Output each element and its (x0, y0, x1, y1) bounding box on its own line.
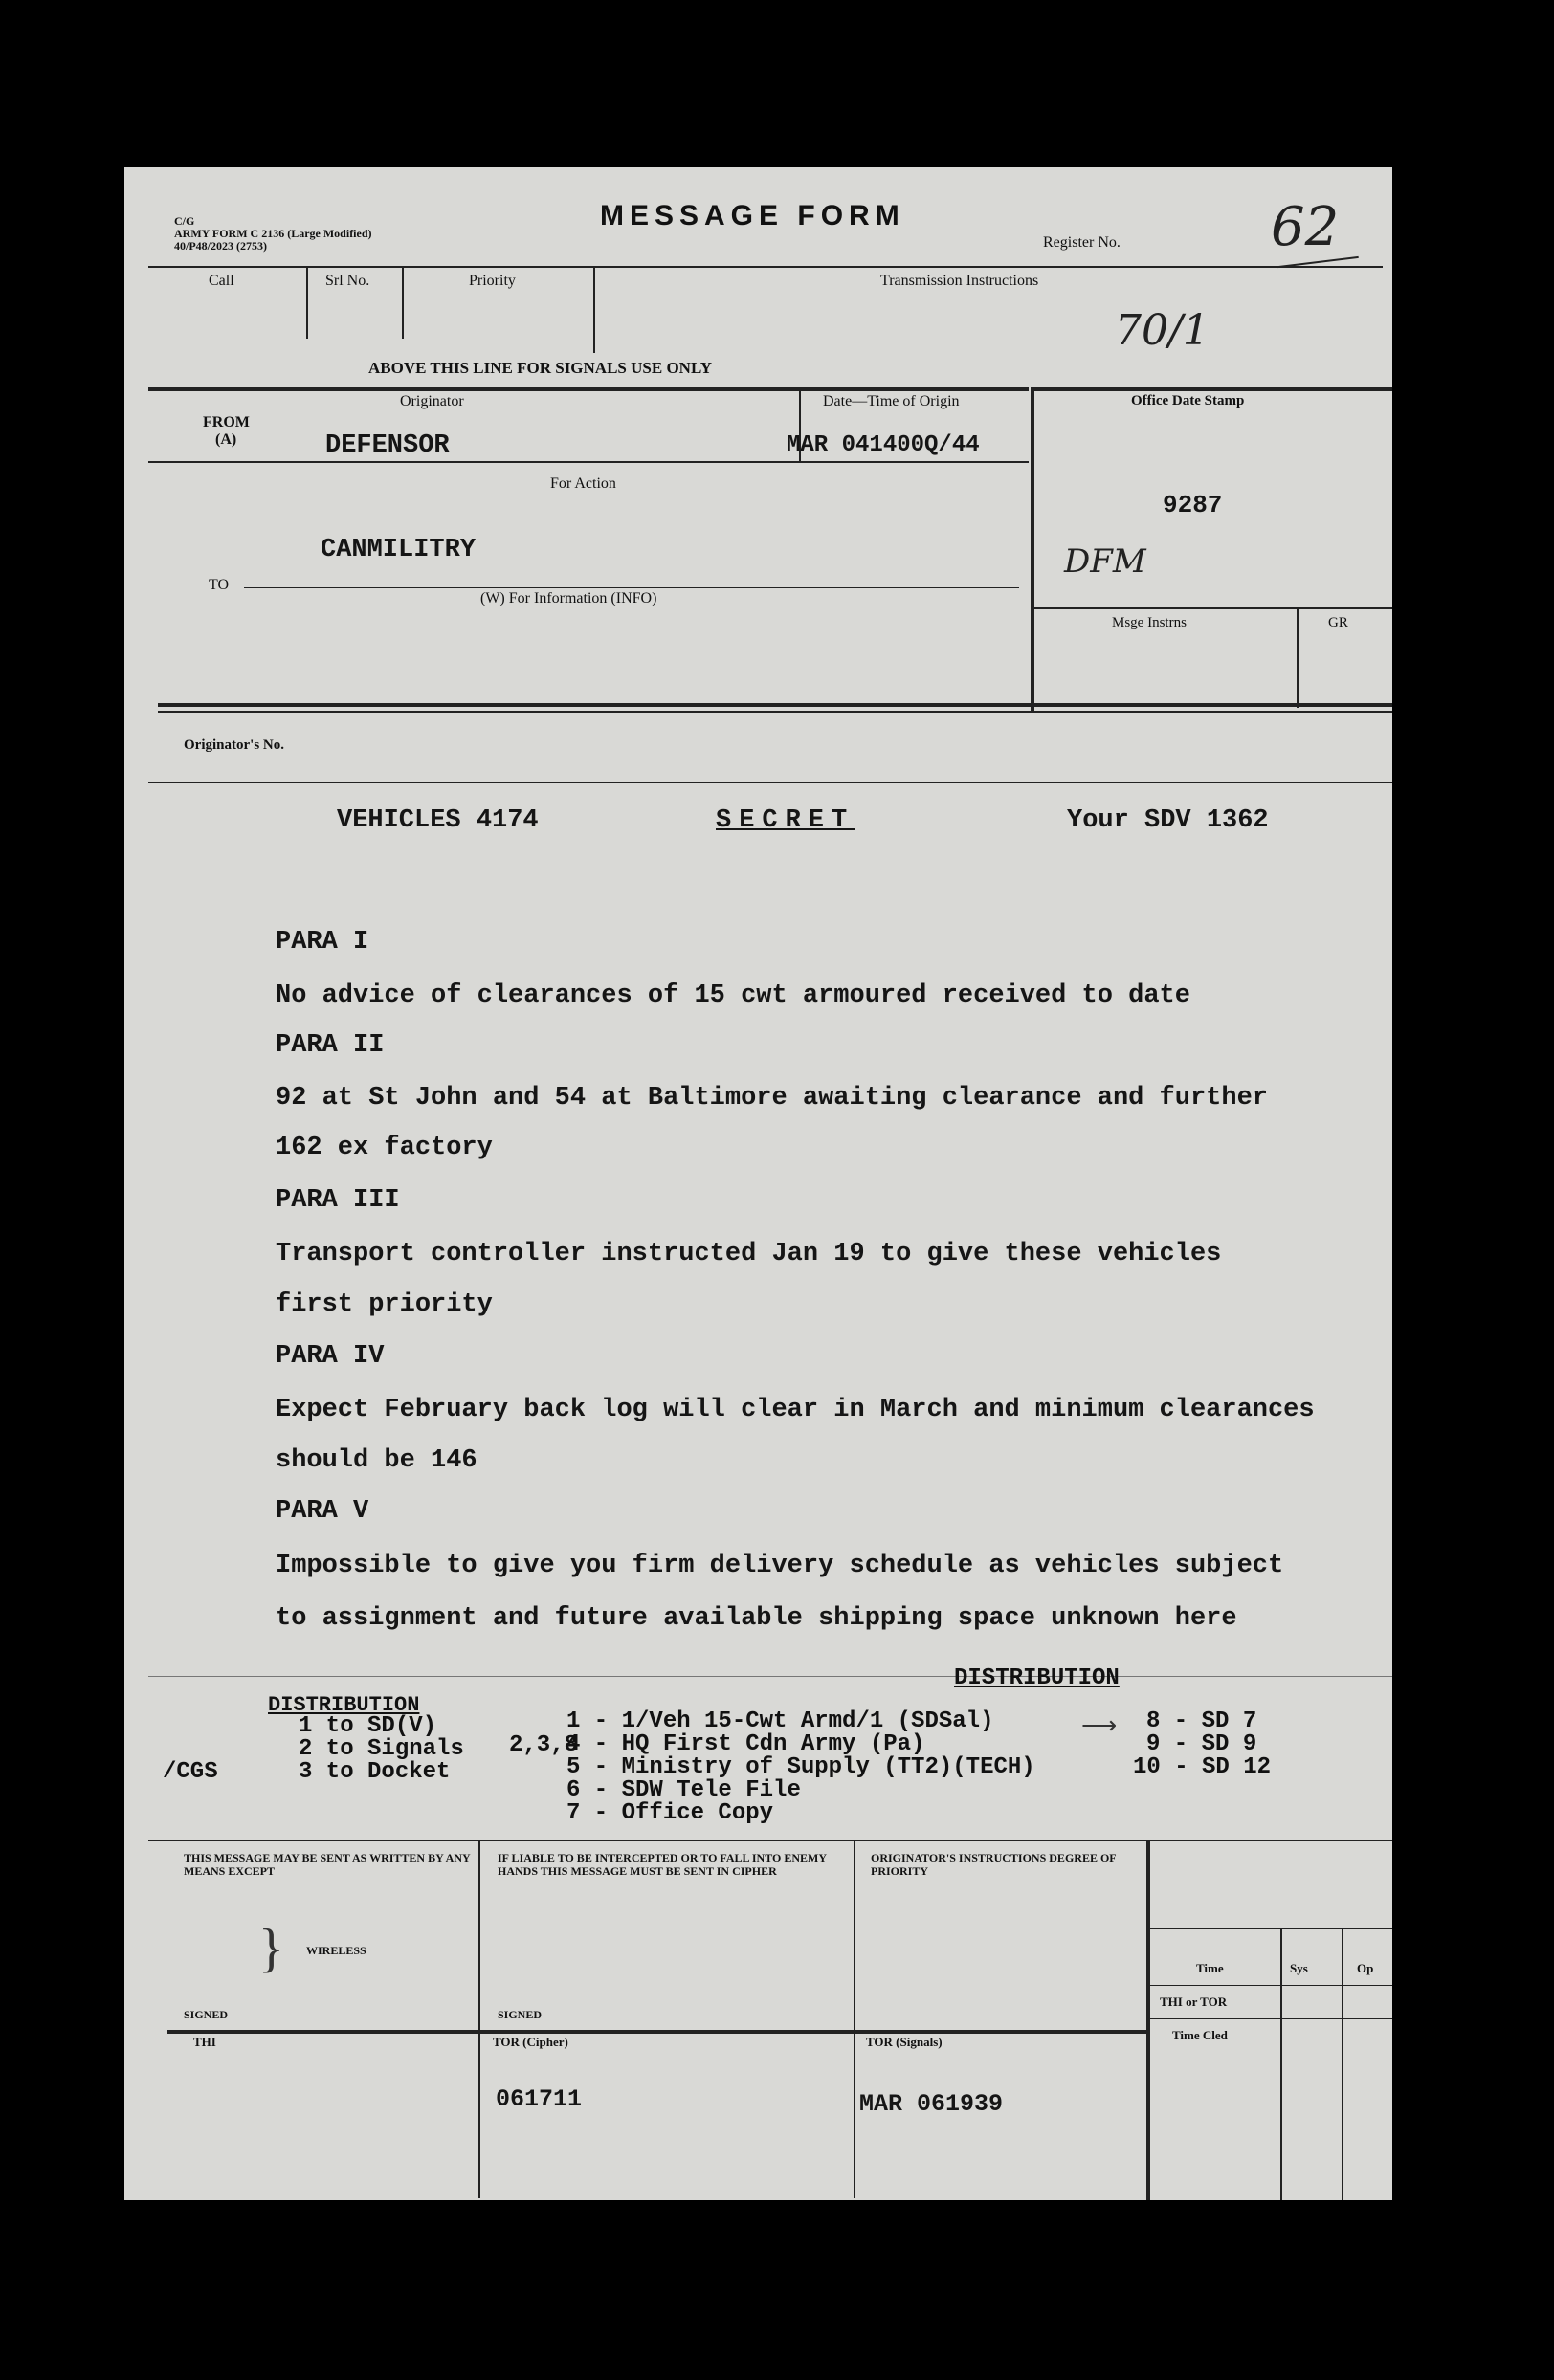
message-ref: VEHICLES 4174 (337, 806, 539, 835)
divider (158, 703, 1392, 707)
signed-label: SIGNED (184, 2008, 229, 2021)
right-distribution-item: 7 - Office Copy (566, 1800, 774, 1826)
divider (593, 267, 595, 353)
para-line: Expect February back log will clear in March and minimum clearances (276, 1396, 1315, 1424)
register-label: Register No. (1043, 234, 1121, 251)
divider (402, 267, 404, 339)
dto-value: MAR 041400Q/44 (787, 432, 980, 458)
header-rule (148, 266, 1383, 268)
divider (148, 461, 1029, 463)
originator-label: Originator (400, 393, 464, 409)
wireless-label: WIRELESS (306, 1944, 366, 1957)
form-identifier (174, 215, 372, 253)
thi-tor-label: THI or TOR (1160, 1994, 1228, 2009)
dto-label: Date—Time of Origin (823, 393, 960, 409)
stamp-number: 9287 (1163, 491, 1223, 519)
para-line: first priority (276, 1290, 493, 1319)
divider (148, 1676, 1392, 1677)
right-distribution-item: 1 - 1/Veh 15-Cwt Armd/1 (SDSal) (566, 1708, 994, 1734)
msge-instrns-label: Msge Instrns (1112, 615, 1187, 630)
para-heading: PARA II (276, 1031, 385, 1060)
gr-label: GR (1328, 615, 1348, 630)
register-number: 62 (1271, 196, 1340, 258)
transmission-mark: 70/1 (1115, 306, 1210, 355)
divider (854, 1840, 855, 2198)
right-distribution-item: 6 - SDW Tele File (566, 1777, 801, 1803)
tor-cipher-label: TOR (Cipher) (493, 2035, 568, 2049)
from-sub: (A) (215, 431, 237, 448)
left-distribution-item: 3 to Docket (299, 1759, 451, 1785)
footer-enemy-note: IF LIABLE TO BE INTERCEPTED OR TO FALL INTO ENEMY HANDS THIS MESSAGE MUST BE SENT IN CIPHER (498, 1851, 827, 1878)
to-value: CANMILITRY (321, 536, 477, 564)
para-heading: PARA III (276, 1186, 400, 1215)
tor-signals-label: TOR (Signals) (866, 2035, 943, 2049)
your-ref: Your SDV 1362 (1067, 806, 1269, 835)
office-stamp-label: Office Date Stamp (1131, 393, 1245, 408)
mid-prefix: 2,3,8 (509, 1732, 579, 1758)
info-label: (W) For Information (INFO) (480, 590, 657, 606)
far-right-distribution-item: 10 - SD 12 (1133, 1754, 1272, 1780)
left-mark: /CGS (163, 1759, 218, 1785)
tor-cipher-value: 061711 (496, 2085, 583, 2113)
divider (1150, 1928, 1392, 1929)
srl-no-header: Srl No. (325, 273, 370, 289)
stamp-initials: DFM (1064, 542, 1146, 581)
thi-label: THI (193, 2035, 216, 2049)
tor-signals-value: MAR 061939 (859, 2090, 1004, 2118)
divider (1280, 1928, 1282, 2200)
divider (1146, 1840, 1150, 2200)
classification: SECRET (716, 806, 855, 835)
para-line: to assignment and future available shipping space unknown here (276, 1604, 1237, 1633)
para-heading: PARA I (276, 928, 369, 957)
divider (244, 587, 1019, 588)
divider (158, 711, 1392, 713)
divider (1031, 387, 1034, 711)
divider (148, 387, 1029, 391)
para-line: 92 at St John and 54 at Baltimore awaiting clearance and further (276, 1084, 1268, 1113)
divider (148, 1840, 1392, 1841)
call-header: Call (209, 273, 234, 289)
divider (478, 1840, 480, 2198)
para-line: should be 146 (276, 1446, 477, 1475)
divider (1150, 2018, 1392, 2019)
from-label: FROM (203, 414, 250, 430)
time-cled-label: Time Cled (1172, 2028, 1228, 2042)
para-heading: PARA V (276, 1497, 369, 1526)
divider (1297, 607, 1299, 708)
transmission-header: Transmission Instructions (880, 273, 1039, 289)
divider (306, 267, 308, 339)
footer-cipher-note: THIS MESSAGE MAY BE SENT AS WRITTEN BY ANY MEANS EXCEPT (184, 1851, 471, 1878)
divider (167, 2030, 1148, 2034)
right-distribution-item: 5 - Ministry of Supply (TT2)(TECH) (566, 1754, 1035, 1780)
corner-code: C/G (174, 214, 195, 228)
form-id: ARMY FORM C 2136 (Large Modified) (174, 227, 372, 240)
para-line: 162 ex factory (276, 1134, 493, 1162)
form-title: MESSAGE FORM (600, 200, 905, 231)
para-line: Transport controller instructed Jan 19 to give these vehicles (276, 1240, 1222, 1268)
left-distribution-item: 1 to SD(V) (299, 1713, 437, 1739)
brace-icon: } (258, 1919, 284, 1978)
originator-instructions: ORIGINATOR'S INSTRUCTIONS DEGREE OF PRIORITY (871, 1851, 1117, 1878)
distribution-heading: DISTRIBUTION (954, 1665, 1120, 1691)
para-line: No advice of clearances of 15 cwt armoured received to date (276, 981, 1190, 1010)
divider (1034, 607, 1392, 609)
divider (148, 782, 1392, 783)
signed-label-2: SIGNED (498, 2008, 543, 2021)
op-label: Op (1357, 1961, 1374, 1975)
right-distribution-item: 4 - HQ First Cdn Army (Pa) (566, 1731, 925, 1757)
signals-line-label: ABOVE THIS LINE FOR SIGNALS USE ONLY (368, 359, 713, 377)
para-line: Impossible to give you firm delivery schedule as vehicles subject (276, 1552, 1284, 1580)
form-code: 40/P48/2023 (2753) (174, 239, 267, 253)
message-form-sheet (124, 167, 1392, 2200)
priority-header: Priority (469, 273, 516, 289)
para-heading: PARA IV (276, 1342, 385, 1371)
left-distribution-item: 2 to Signals (299, 1736, 464, 1762)
distribution-heading-left: DISTRIBUTION (268, 1693, 420, 1717)
divider (1031, 387, 1392, 391)
divider (1342, 1928, 1343, 2200)
divider (1150, 1985, 1392, 1986)
far-right-distribution-item: 9 - SD 9 (1146, 1731, 1257, 1757)
to-label: TO (209, 577, 230, 593)
sys-label: Sys (1290, 1961, 1308, 1975)
originator-value: DEFENSOR (325, 431, 450, 460)
for-action-label: For Action (550, 475, 616, 492)
originator-no-label: Originator's No. (184, 738, 284, 753)
arrow-icon: ⟶ (1081, 1711, 1118, 1739)
far-right-distribution-item: 8 - SD 7 (1146, 1708, 1257, 1734)
time-label: Time (1196, 1961, 1224, 1975)
